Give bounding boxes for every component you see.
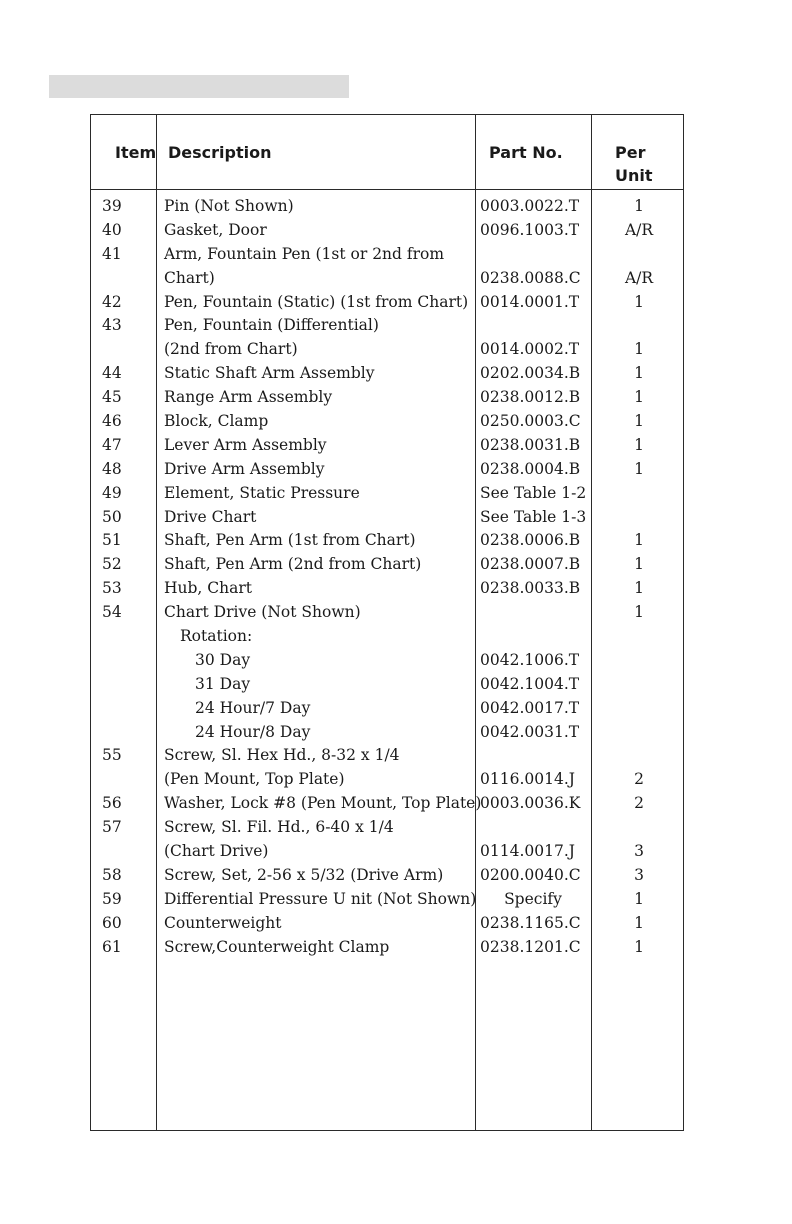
part-number: 0250.0003.C [480, 412, 581, 431]
section-header-bar [49, 75, 349, 98]
item-description: Arm, Fountain Pen (1st or 2nd from [164, 244, 445, 263]
per-unit-quantity: A/R [624, 268, 654, 287]
parts-list-table [90, 114, 684, 1131]
part-number: 0238.0004.B [480, 459, 581, 478]
table-row [91, 864, 683, 888]
header-item: Item [115, 143, 157, 162]
item-description: Drive Arm Assembly [164, 459, 325, 478]
item-number: 45 [102, 388, 122, 407]
table-row [91, 649, 683, 673]
part-number: 0042.1006.T [480, 650, 580, 669]
header-part-no: Part No. [489, 143, 563, 162]
per-unit-quantity: 3 [634, 865, 644, 884]
item-description: (Pen Mount, Top Plate) [164, 770, 345, 789]
part-number: 0238.1201.C [480, 937, 581, 956]
item-number: 61 [102, 937, 122, 956]
table-row [91, 195, 683, 219]
item-description: 24 Hour/8 Day [195, 722, 311, 741]
item-number: 55 [102, 746, 122, 765]
table-row [91, 601, 683, 625]
table-row [91, 267, 683, 291]
item-number: 56 [102, 794, 122, 813]
item-description: Range Arm Assembly [164, 388, 333, 407]
part-number: 0014.0002.T [480, 340, 580, 359]
part-number: 0014.0001.T [480, 292, 580, 311]
item-description: Rotation: [180, 627, 253, 646]
table-row [91, 888, 683, 912]
table-row [91, 482, 683, 506]
per-unit-quantity: 1 [634, 459, 644, 478]
item-number: 40 [102, 220, 122, 239]
part-number: 0042.1004.T [480, 674, 580, 693]
per-unit-quantity: 1 [634, 388, 644, 407]
item-description: Chart) [164, 268, 215, 287]
per-unit-quantity: A/R [624, 220, 654, 239]
item-description: Block, Clamp [164, 412, 269, 431]
part-number: Specify [504, 889, 562, 908]
table-body [91, 195, 683, 960]
table-row [91, 912, 683, 936]
per-unit-quantity: 1 [634, 579, 644, 598]
item-number: 49 [102, 483, 122, 502]
item-description: Screw,Counterweight Clamp [164, 937, 390, 956]
part-number: 0114.0017.J [480, 842, 575, 861]
item-description: Gasket, Door [164, 220, 267, 239]
per-unit-quantity: 1 [634, 412, 644, 431]
part-number: 0003.0036.K [480, 794, 581, 813]
item-number: 54 [102, 603, 122, 622]
part-number: 0238.1165.C [480, 913, 581, 932]
part-number: See Table 1-2 [480, 483, 587, 502]
item-number: 43 [102, 316, 122, 335]
item-number: 50 [102, 507, 122, 526]
item-description: Drive Chart [164, 507, 257, 526]
table-row [91, 792, 683, 816]
header-per-unit-line2: Unit [615, 166, 653, 185]
per-unit-quantity: 1 [634, 913, 644, 932]
item-number: 57 [102, 818, 122, 837]
header-description: Description [168, 143, 272, 162]
item-description: 30 Day [195, 650, 251, 669]
per-unit-quantity: 1 [634, 889, 644, 908]
item-description: Pen, Fountain (Differential) [164, 316, 379, 335]
part-number: 0238.0012.B [480, 388, 581, 407]
part-number: 0042.0031.T [480, 722, 580, 741]
item-description: Static Shaft Arm Assembly [164, 364, 375, 383]
item-description: 24 Hour/7 Day [195, 698, 311, 717]
item-description: Pen, Fountain (Static) (1st from Chart) [164, 292, 469, 311]
part-number: 0238.0006.B [480, 531, 581, 550]
table-row [91, 243, 683, 267]
table-row [91, 577, 683, 601]
part-number: 0200.0040.C [480, 865, 581, 884]
item-number: 39 [102, 197, 122, 215]
item-description: Lever Arm Assembly [164, 435, 327, 454]
part-number: 0096.1003.T [480, 220, 580, 239]
per-unit-quantity: 3 [634, 842, 644, 861]
per-unit-quantity: 1 [634, 937, 644, 956]
part-number: 0202.0034.B [480, 364, 581, 383]
per-unit-quantity: 2 [634, 794, 644, 813]
table-row [91, 625, 683, 649]
part-number: 0116.0014.J [480, 770, 575, 789]
item-number: 46 [102, 412, 122, 431]
table-row [91, 410, 683, 434]
per-unit-quantity: 1 [634, 340, 644, 359]
table-row [91, 291, 683, 315]
item-description: Chart Drive (Not Shown) [164, 603, 361, 622]
table-row [91, 744, 683, 768]
item-number: 53 [102, 579, 122, 598]
table-row [91, 553, 683, 577]
per-unit-quantity: 1 [634, 364, 644, 383]
table-row [91, 529, 683, 553]
table-row [91, 697, 683, 721]
table-row [91, 840, 683, 864]
item-number: 48 [102, 459, 122, 478]
part-number: See Table 1-3 [480, 507, 587, 526]
item-description: Screw, Sl. Fil. Hd., 6-40 x 1/4 [164, 818, 394, 837]
item-description: Shaft, Pen Arm (1st from Chart) [164, 531, 416, 550]
item-number: 41 [102, 244, 122, 263]
item-description: Element, Static Pressure [164, 483, 360, 502]
table-row [91, 314, 683, 338]
header-divider [91, 189, 683, 190]
item-description: Differential Pressure U nit (Not Shown) [164, 889, 477, 908]
item-number: 58 [102, 865, 122, 884]
table-row [91, 673, 683, 697]
table-row [91, 816, 683, 840]
table-row [91, 219, 683, 243]
table-row [91, 506, 683, 530]
per-unit-quantity: 1 [634, 197, 644, 215]
header-per-unit-line1: Per [615, 143, 646, 162]
item-number: 51 [102, 531, 122, 550]
table-row [91, 936, 683, 960]
item-description: 31 Day [195, 674, 251, 693]
part-number: 0042.0017.T [480, 698, 580, 717]
item-description: (Chart Drive) [164, 842, 269, 861]
item-number: 52 [102, 555, 122, 574]
part-number: 0238.0033.B [480, 579, 581, 598]
item-description: Pin (Not Shown) [164, 197, 294, 215]
per-unit-quantity: 2 [634, 770, 644, 789]
item-number: 44 [102, 364, 122, 383]
table-row [91, 338, 683, 362]
table-row [91, 768, 683, 792]
item-description: Hub, Chart [164, 579, 252, 598]
per-unit-quantity: 1 [634, 555, 644, 574]
part-number: 0238.0031.B [480, 435, 581, 454]
per-unit-quantity: 1 [634, 292, 644, 311]
table-row [91, 386, 683, 410]
table-row [91, 458, 683, 482]
per-unit-quantity: 1 [634, 531, 644, 550]
table-row [91, 362, 683, 386]
item-description: Shaft, Pen Arm (2nd from Chart) [164, 555, 422, 574]
part-number: 0238.0088.C [480, 268, 581, 287]
item-description: Washer, Lock #8 (Pen Mount, Top Plate) [164, 794, 482, 813]
item-number: 47 [102, 435, 122, 454]
part-number: 0238.0007.B [480, 555, 581, 574]
per-unit-quantity: 1 [634, 603, 644, 622]
part-number: 0003.0022.T [480, 197, 580, 215]
item-number: 42 [102, 292, 122, 311]
item-description: (2nd from Chart) [164, 340, 298, 359]
item-description: Screw, Sl. Hex Hd., 8-32 x 1/4 [164, 746, 400, 765]
table-row [91, 434, 683, 458]
item-description: Screw, Set, 2-56 x 5/32 (Drive Arm) [164, 865, 444, 884]
item-number: 59 [102, 889, 122, 908]
table-row [91, 721, 683, 745]
per-unit-quantity: 1 [634, 435, 644, 454]
item-description: Counterweight [164, 913, 282, 932]
item-number: 60 [102, 913, 122, 932]
